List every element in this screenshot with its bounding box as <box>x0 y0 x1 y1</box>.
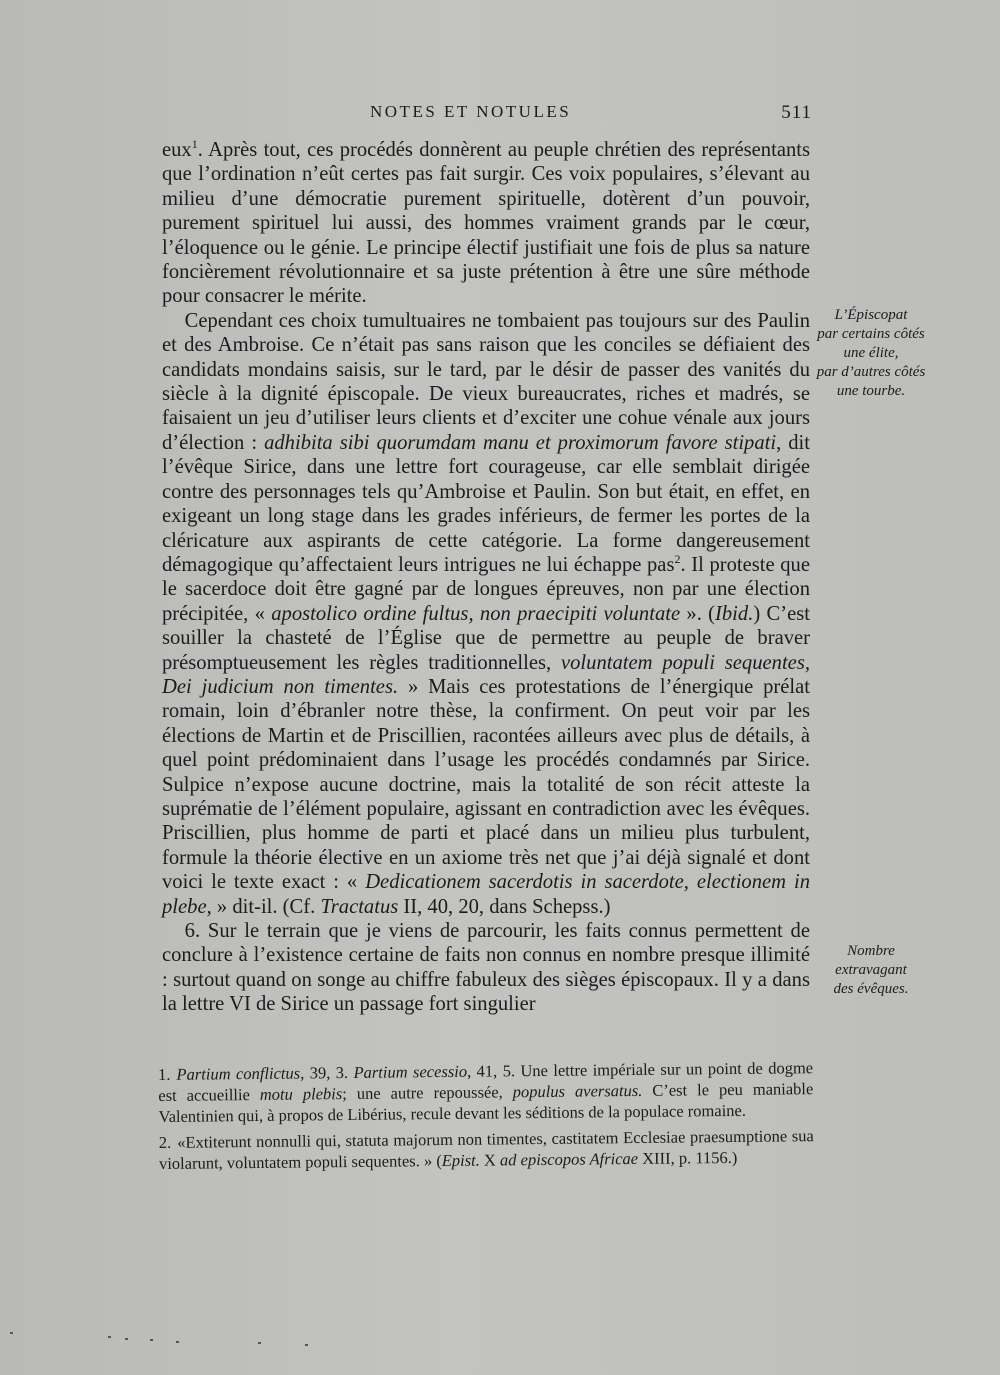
latin-quote: voluntatem populi sequentes, Dei judicium non timentes. <box>162 651 810 698</box>
speck <box>108 1336 111 1338</box>
text-run: ) C’est souiller la chasteté de l’Église que de permettre au peuple de braver présomptueusement les règles traditionnelles, <box>162 602 810 674</box>
speck <box>176 1341 179 1343</box>
text-run: , 41, 5. Une lettre impériale sur un point de dogme est accueillie <box>158 1058 814 1105</box>
page-number: 511 <box>781 102 812 123</box>
margin-note-nombre <box>812 942 930 999</box>
work-title: Partium secessio <box>353 1061 468 1082</box>
text-run: , 39, 3. <box>300 1062 354 1083</box>
paragraph-1 <box>162 138 810 309</box>
text-run: . Il proteste que le sacerdoce doit être gagné par de longues épreuves, non par une élection précipitée, « <box>162 553 810 625</box>
work-title: Epist. <box>441 1150 480 1171</box>
speck <box>150 1339 153 1341</box>
text-run: «Extiterunt nonnulli qui, statuta majorum non timentes, castitatem Ecclesiae praesumptione sua violarunt, voluntatem populi sequentes. » ( <box>158 1126 814 1173</box>
latin-quote: motu plebis <box>259 1084 343 1104</box>
text-run: X <box>479 1150 501 1170</box>
text-run: ; une autre repoussée, <box>342 1082 513 1104</box>
margin-note-line: par d’autres côtés <box>816 364 926 380</box>
text-run: XIII, p. 1156.) <box>637 1147 738 1168</box>
ibid-ref: Ibid. <box>715 602 754 625</box>
footnotes <box>158 1057 814 1179</box>
latin-quote: populus aversatus. <box>512 1080 643 1102</box>
margin-note-line: extravagant <box>835 962 907 978</box>
text-run: II, 40, 20, dans Schepss.) <box>398 895 611 918</box>
footnote-number: 1. <box>158 1064 171 1084</box>
speck <box>125 1338 128 1340</box>
margin-note-episcopat <box>812 306 930 401</box>
main-text <box>162 138 810 1017</box>
latin-quote: adhibita sibi quorumdam manu et proximorum favore stipati <box>264 431 777 454</box>
margin-note-line: par certains côtés <box>817 326 925 342</box>
margin-note-line: des évêques. <box>833 981 909 997</box>
paragraph-2 <box>162 309 810 919</box>
work-title: Tractatus <box>320 895 399 918</box>
margin-note-line: L’Épiscopat <box>834 307 908 323</box>
text-run: eux <box>162 139 192 161</box>
margin-note-line: une élite, <box>843 345 899 361</box>
speck <box>258 1342 261 1344</box>
latin-quote: apostolico ordine fultus, non praecipiti voluntate <box>271 602 681 625</box>
text-run: » Mais ces protestations de l’énergique prélat romain, loin d’ébranler notre thèse, la confirment. On peut voir par les élections de Martin et de Priscillien, racontées ailleurs avec plus de détails, à quel point prédominaient dans l’usage les procédés condamnés par Sirice. Sulpice n’expose aucune doctrine, mais la totalité de son récit atteste la suprématie de l’élément populaire, agissant en contradiction avec les évêques. Priscillien, plus homme de parti et placé dans un milieu plus turbulent, formule la théorie élective en un axiome très net que j’ai déjà signalé et dont voici le texte exact : « <box>162 675 810 894</box>
speck <box>10 1332 13 1334</box>
text-run: Cependant ces choix tumultuaires ne tombaient pas toujours sur des Paulin et des Ambroise. Ce n’était pas sans raison que les conciles se défiaient des candidats mondains saisis, sur le tard, par le désir de passer des vanités du siècle à la dignité épiscopale. De vieux bureaucrates, riches et madrés, se faisaient un jeu d’utiliser leurs clients et d’exciter une cohue vénale aux jours d’élection : <box>162 309 810 454</box>
scan-specks <box>0 1330 400 1350</box>
speck <box>305 1344 308 1346</box>
footnote-ref-1: 1 <box>191 137 198 152</box>
text-run: ». ( <box>680 602 716 625</box>
text-run: » dit-il. (Cf. <box>211 895 321 918</box>
margin-note-line: Nombre <box>847 943 895 959</box>
text-run: , dit l’évêque Sirice, dans une lettre fort courageuse, car elle semblait dirigée contre des personnages tels qu’Ambroise et Paulin. Son but était, en effet, en exigeant un long stage dans les grades inférieurs, de fermer les portes de la cléricature aux aspirants de cette catégorie. La forme dangereusement démagogique qu’affectaient leurs intrigues ne lui échappe pas <box>162 431 810 576</box>
footnote-ref-2: 2 <box>674 552 681 567</box>
footnote-1 <box>158 1057 814 1127</box>
text-run: C’est le peu maniable Valentinien qui, à propos de Libérius, recule devant les séditions de la populace romaine. <box>158 1079 814 1126</box>
page-header <box>160 102 820 132</box>
running-title: NOTES ET NOTULES <box>370 102 572 121</box>
margin-note-line: une tourbe. <box>836 383 906 399</box>
work-title: ad episcopos Africae <box>499 1148 639 1170</box>
work-title: Partium conflictus <box>176 1063 301 1084</box>
text-run: . Après tout, ces procédés donnèrent au peuple chrétien des représentants que l’ordination n’eût certes pas fait surgir. Ces voix populaires, s’élevant au milieu d’une démocratie purement spirituelle, dotèrent d’un pouvoir, purement spirituel lui aussi, des hommes vraiment grands par le cœur, l’éloquence ou le génie. Le principe électif justifiait une fois de plus sa nature foncièrement révolutionnaire et sa juste prétention à être une sûre méthode pour consacrer le mérite. <box>162 139 810 308</box>
footnote-2 <box>159 1125 814 1174</box>
latin-quote: Dedicationem sacerdotis in sacerdote, electionem in plebe, <box>162 871 810 918</box>
footnote-number: 2. <box>158 1132 172 1152</box>
paragraph-3: 6. Sur le terrain que je viens de parcourir, les faits connus permettent de conclure à l’existence certaine de faits non connus en nombre presque illimité : surtout quand on songe au chiffre fabuleux des sièges épiscopaux. Il y a dans la lettre VI de Sirice un passage fort singulier <box>162 920 810 1016</box>
